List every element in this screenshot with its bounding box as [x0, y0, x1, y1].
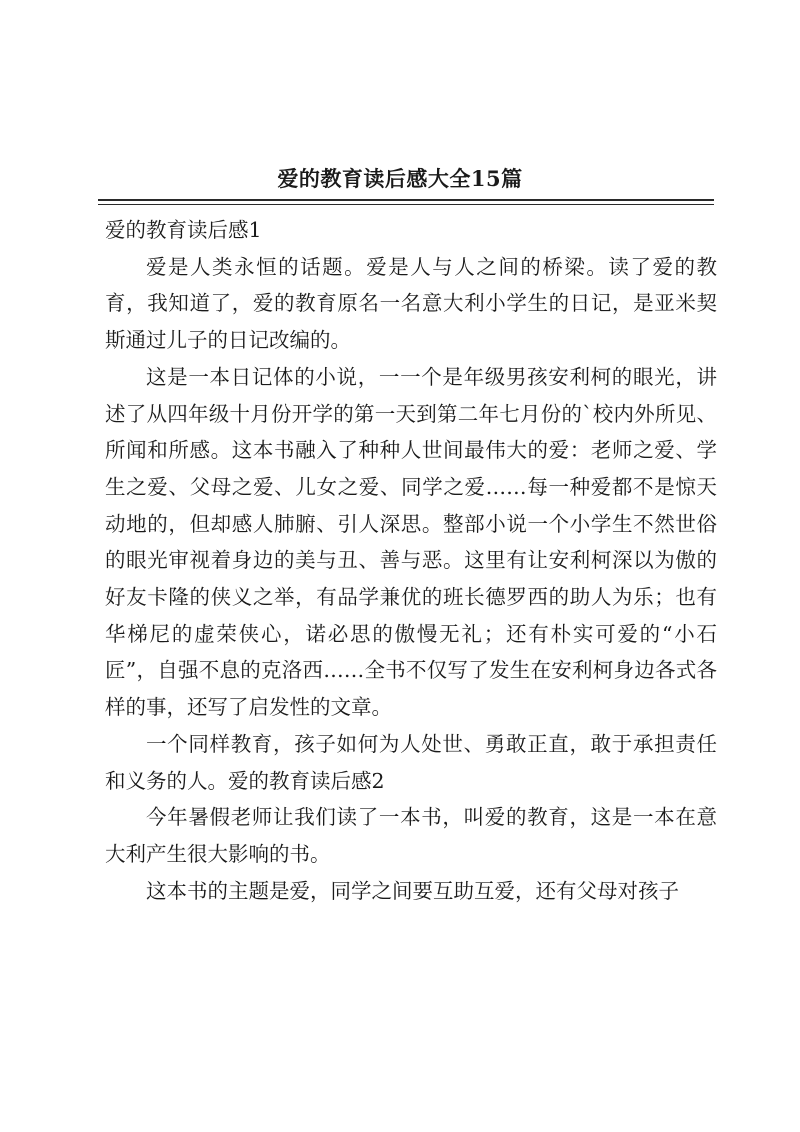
document-title: 爱的教育读后感大全15篇	[277, 166, 523, 191]
paragraph-1: 爱是人类永恒的话题。爱是人与人之间的桥梁。读了爱的教育，我知道了，爱的教育原名一名意大利小学生的日记，是亚米契斯通过儿子的日记改编的。	[105, 254, 717, 353]
document-body	[105, 212, 717, 909]
paragraph-2: 这是一本日记体的小说，一一个是年级男孩安利柯的眼光，讲述了从四年级十月份开学的第一天到第二年七月份的`校内外所见、所闻和所感。这本书融入了种种人世间最伟大的爱：老师之爱、学生之爱、父母之爱、儿女之爱、同学之爱……每一种爱都不是惊天动地的，但却感人肺腑、引人深思。整部小说一个小学生不然世俗的眼光审视着身边的美与丑、善与恶。这里有让安利柯深以为傲的好友卡隆的侠义之举，有品学兼优的班长德罗西的助人为乐；也有华梯尼的虚荣侠心，诺必思的傲慢无礼；还有朴实可爱的“小石匠”，自强不息的克洛西……全书不仅写了发生在安利柯身边各式各样的事，还写了启发性的文章。	[105, 364, 717, 720]
paragraph-3: 一个同样教育，孩子如何为人处世、勇敢正直，敢于承担责任和义务的人。爱的教育读后感2	[105, 731, 717, 793]
title-rule-thick	[98, 199, 714, 201]
title-rule-thin	[98, 204, 714, 205]
paragraph-5: 这本书的主题是爱，同学之间要互助互爱，还有父母对孩子	[146, 878, 679, 903]
paragraph-4: 今年暑假老师让我们读了一本书，叫爱的教育，这是一本在意大利产生很大影响的书。	[105, 805, 717, 866]
section-heading: 爱的教育读后感1	[105, 218, 262, 242]
